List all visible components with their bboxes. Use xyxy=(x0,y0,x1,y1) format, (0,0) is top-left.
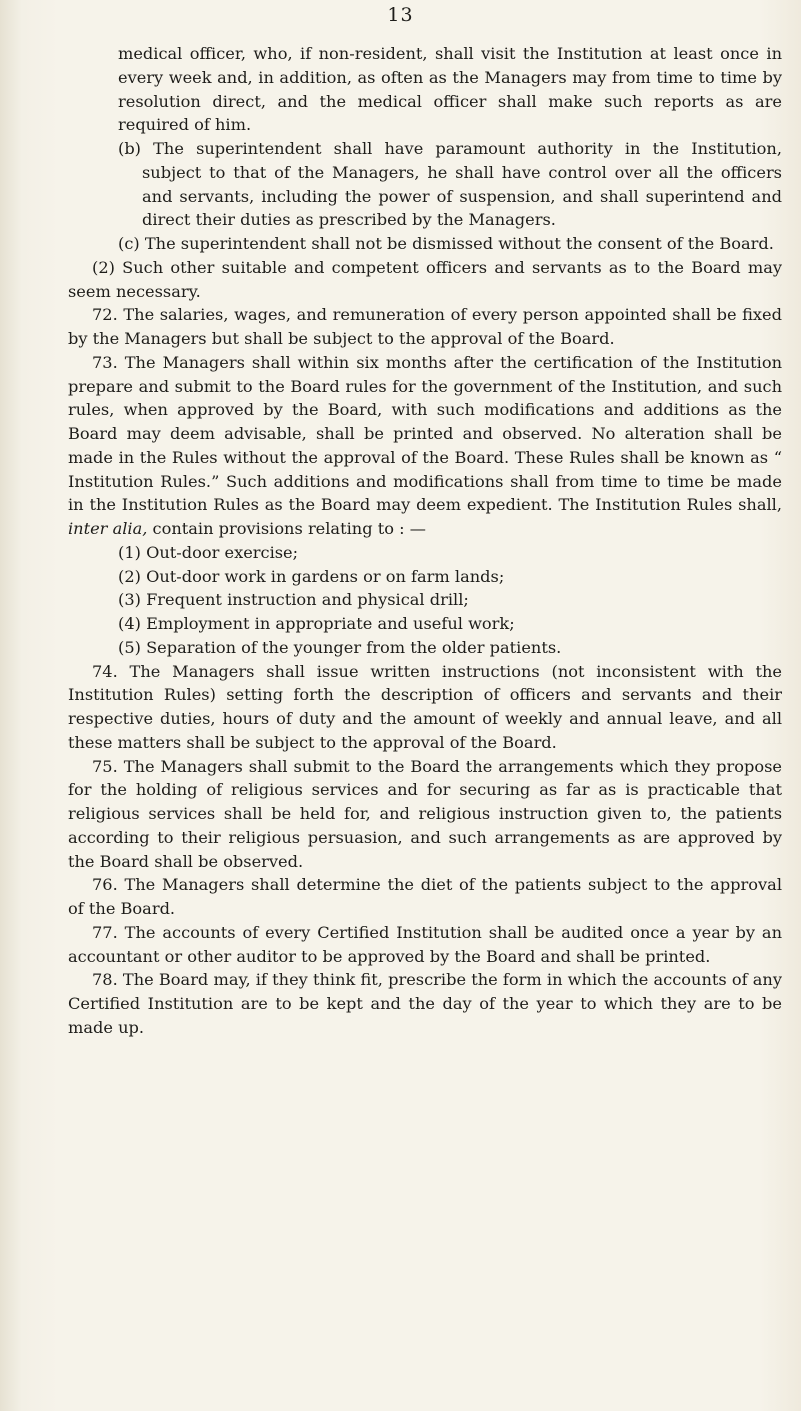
paragraph-b: (b) The superintendent shall have paramount authority in the Institution, subject to that of the Managers, he shall have control over all the officers and servants, including the power of suspension, and shall superintend and direct their duties as prescribed by the Managers. xyxy=(118,139,782,230)
body-text xyxy=(68,42,782,1040)
list-item: (3) Frequent instruction and physical drill; xyxy=(118,590,469,610)
section-75: 75. The Managers shall submit to the Board the arrangements which they propose for the holding of religious services and for securing as far as is practicable that religious services shall be held for, and religious instruction given to, the patients according to their religious persuasion, and such arrangements as are approved by the Board shall be observed. xyxy=(68,756,782,871)
section-73-italic: inter alia, xyxy=(68,519,148,538)
list-item: (5) Separation of the younger from the older patients. xyxy=(118,637,562,657)
section-77: 77. The accounts of every Certified Institution shall be audited once a year by an accountant or other auditor to be approved by the Board and shall be printed. xyxy=(68,922,782,966)
section-73-text: 73. The Managers shall within six months after the certification of the Institution prepare and submit to the Board rules for the government of the Institution, and such rules, when approved by the Board, with such modifications and additions as the Board may deem advisable, shall be printed and observed. No alteration shall be made in the Rules without the approval of the Board. These Rules shall be known as “ Institution Rules.” Such additions and modifications shall from time to time be made in the Institution Rules as the Board may deem expedient. The Institution Rules shall, xyxy=(68,352,782,515)
list-item: (2) Out-door work in gardens or on farm lands; xyxy=(118,566,505,586)
paragraph-medical-officer: medical officer, who, if non-resident, shall visit the Institution at least once in every week and, in addition, as often as the Managers may from time to time by resolution direct, and the medical officer shall make such reports as are required of him. xyxy=(118,44,782,135)
paragraph-c: (c) The superintendent shall not be dismissed without the consent of the Board. xyxy=(118,234,774,253)
section-73-text-end: contain provisions relating to : — xyxy=(147,519,426,538)
list-item: (1) Out-door exercise; xyxy=(118,542,299,562)
section-76: 76. The Managers shall determine the diet of the patients subject to the approval of the Board. xyxy=(68,875,782,918)
section-72: 72. The salaries, wages, and remuneration of every person appointed shall be fixed by the Managers but shall be subject to the approval of the Board. xyxy=(68,305,782,348)
page-number: 13 xyxy=(387,4,414,26)
section-78: 78. The Board may, if they think fit, prescribe the form in which the accounts of any Certified Institution are to be kept and the day of the year to which they are to be made up. xyxy=(68,970,782,1037)
section-73 xyxy=(68,351,782,541)
paragraph-2: (2) Such other suitable and competent officers and servants as to the Board may seem necessary. xyxy=(68,257,782,301)
section-74: 74. The Managers shall issue written instructions (not inconsistent with the Institution Rules) setting forth the description of officers and servants and their respective duties, hours of duty and the amount of weekly and annual leave, and all these matters shall be subject to the approval of the Board. xyxy=(68,661,782,752)
list-item: (4) Employment in appropriate and useful work; xyxy=(118,614,515,633)
